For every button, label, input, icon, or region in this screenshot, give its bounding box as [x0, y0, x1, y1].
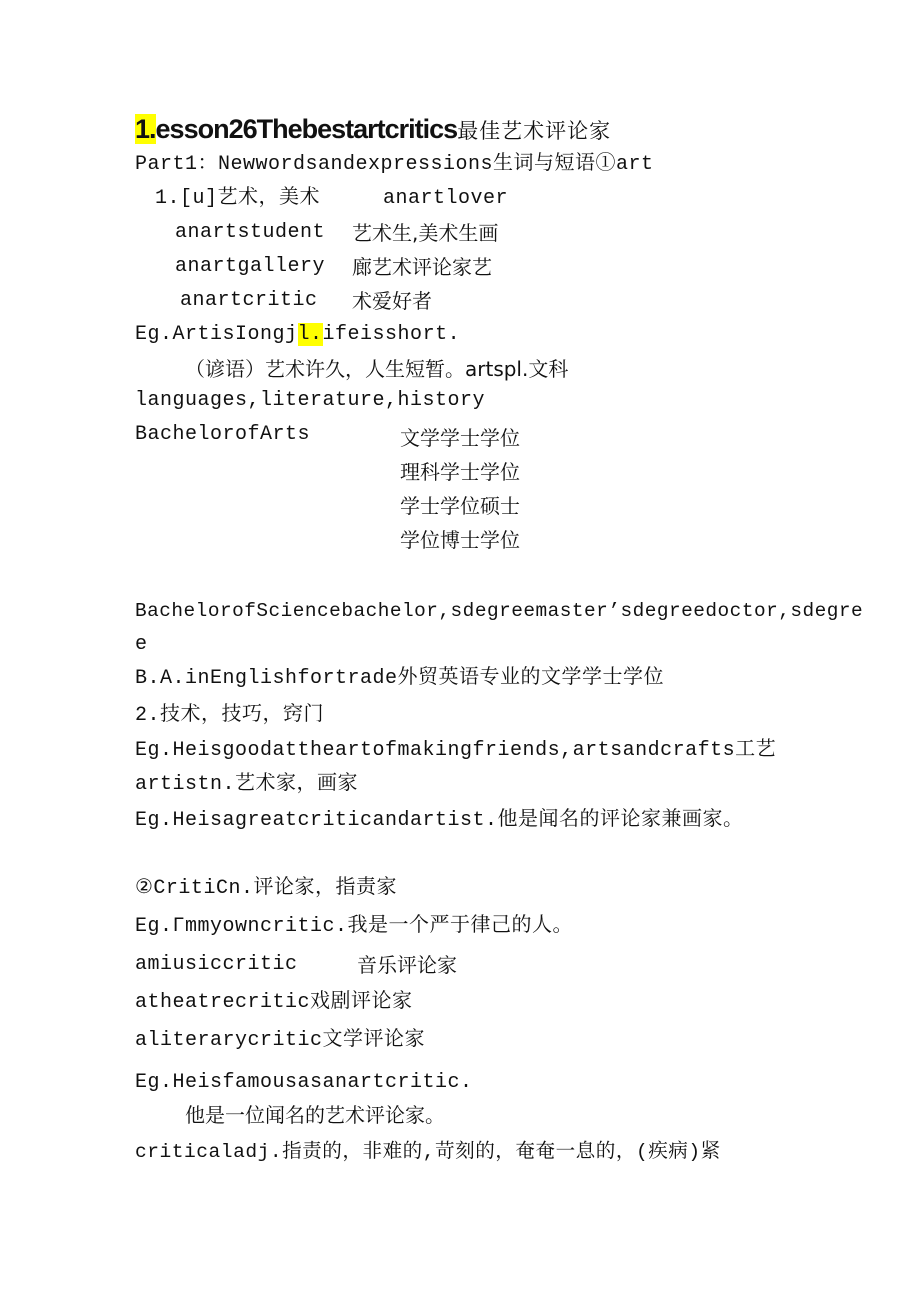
lesson-title	[135, 112, 611, 148]
example-own-critic: Eg.Γmmyowncritic.我是一个严于律己的人。	[135, 915, 574, 938]
phrase-art-critic-cn: 术爱好者	[352, 289, 432, 313]
critic-definition: ②CritiCn.评论家，指责家	[135, 877, 397, 900]
art-definition: 1.[u]艺术，美术	[155, 187, 321, 210]
phrase-art-critic: anartcritic	[180, 289, 318, 312]
title-text: esson26Thebestartcritics	[155, 114, 458, 144]
degree-terms: BachelorofSciencebachelor,sdegreemaster’sdegreedoctor,sdegre	[135, 600, 864, 622]
phrase-art-gallery-cn: 廊艺术评论家艺	[352, 255, 492, 279]
phrase-art-student-cn: 艺术生,美术生画	[352, 221, 499, 245]
degree-line-3: 学士学位硕士	[400, 494, 520, 518]
critical-definition: criticaladj.指责的，非难的,苛刻的，奄奄一息的，(疾病)紧	[135, 1141, 721, 1163]
example-famous-critic: Eg.Heisfamousasanartcritic.	[135, 1071, 473, 1094]
phrase-art-gallery: anartgallery	[175, 255, 326, 278]
example-art-long-cn: （谚语）艺术许久，人生短暂。artspl.文科	[185, 357, 569, 381]
example-art-friends: Eg.Heisgoodattheartofmakingfriends,artsandcrafts工艺	[135, 739, 777, 762]
phrase-art-lover: anartlover	[383, 187, 509, 210]
example-famous-critic-cn: 他是一位闻名的艺术评论家。	[185, 1103, 445, 1127]
example-art-long-pre: Eg.ArtisIongj	[135, 323, 298, 346]
example-critic-artist: Eg.Heisagreatcriticandartist.他是闻名的评论家兼画家。	[135, 809, 744, 832]
phrase-literary-critic: aliterarycritic文学评论家	[135, 1029, 426, 1052]
artist-definition: artistn.艺术家，画家	[135, 773, 359, 796]
art-skill-definition: 2.技术，技巧，窍门	[135, 704, 325, 727]
phrase-music-critic-cn: 音乐评论家	[357, 953, 457, 977]
title-chinese: 最佳艺术评论家	[457, 119, 612, 143]
ba-english-trade: B.A.inEnglishfortrade外贸英语专业的文学学士学位	[135, 667, 665, 690]
degree-terms-wrap: e	[135, 633, 148, 656]
degree-line-1: 文学学士学位	[400, 426, 520, 450]
title-number-highlight: 1.	[135, 114, 156, 144]
phrase-art-student: anartstudent	[175, 221, 326, 244]
degree-line-2: 理科学士学位	[400, 460, 520, 484]
bachelor-of-arts: BachelorofArts	[135, 423, 311, 446]
phrase-theatre-critic: atheatrecritic戏剧评论家	[135, 991, 413, 1014]
phrase-music-critic: amiusiccritic	[135, 953, 298, 976]
example-highlight: l.	[297, 323, 323, 346]
degree-line-4: 学位博士学位	[400, 528, 520, 552]
example-art-long	[135, 322, 460, 348]
part1-heading: Part1：Newwordsandexpressions生词与短语①art	[135, 153, 654, 176]
example-art-long-post: ifeisshort.	[322, 323, 461, 346]
arts-subjects: languages,literature,history	[135, 389, 486, 412]
